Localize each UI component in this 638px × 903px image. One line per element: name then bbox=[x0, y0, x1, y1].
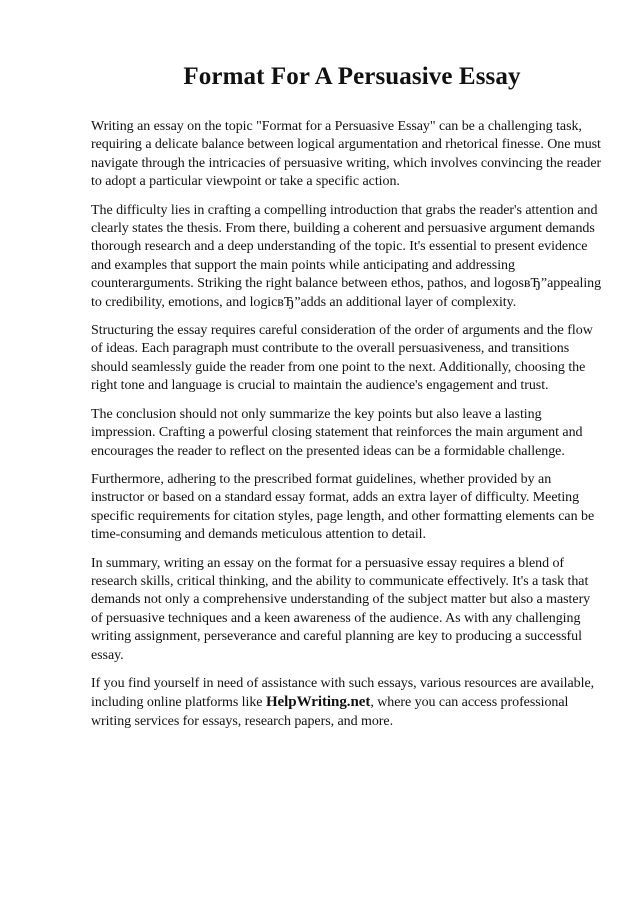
document-body bbox=[91, 118, 603, 731]
paragraph-5: Furthermore, adhering to the prescribed format guidelines, whether provided by an instructor or based on a standard essay format, adds an extra layer of difficulty. Meeting specific requirements for citation styles, page length, and other formatting elements can be time-consuming and demands meticulous attention to detail. bbox=[91, 471, 595, 543]
paragraph-3: Structuring the essay requires careful consideration of the order of arguments and the flow of ideas. Each paragraph must contribute to the overall persuasiveness, and transitions should seamlessly guide the reader from one point to the next. Additionally, choosing the right tone and language is crucial to maintain the audience's engagement and trust. bbox=[91, 323, 593, 394]
paragraph-7-tail: , where you can access professional writing services for essays, research papers, and more. bbox=[91, 695, 569, 729]
paragraph-2: The difficulty lies in crafting a compelling introduction that grabs the reader's attention and clearly states the thesis. From there, building a coherent and persuasive argument demands thorough research and a deep understanding of the topic. It's essential to present evidence and examples that support the main points while anticipating and addressing counterarguments. Striking the right balance between ethos, pathos, and logosвЂ”appealing to credibility, emotions, and logicвЂ”adds an additional layer of complexity. bbox=[91, 202, 602, 310]
paragraph-4: The conclusion should not only summarize the key points but also leave a lasting impression. Crafting a powerful closing statement that reinforces the main argument and encourages the reader to reflect on the presented ideas can be a formidable challenge. bbox=[91, 406, 583, 459]
paragraph-7 bbox=[91, 675, 603, 731]
document-page bbox=[91, 60, 603, 741]
paragraph-7-lead: If you find yourself in need of assistance with such essays, various resources are available, including online platforms like bbox=[91, 675, 595, 711]
document-title: Format For A Persuasive Essay bbox=[183, 63, 521, 90]
helpwriting-link[interactable]: HelpWriting.net bbox=[265, 694, 371, 711]
paragraph-6: In summary, writing an essay on the format for a persuasive essay requires a blend of research skills, critical thinking, and the ability to communicate effectively. It's a task that demands not only a comprehensive understanding of the subject matter but also a mastery of persuasive techniques and a keen awareness of the audience. As with any challenging writing assignment, perseverance and careful planning are key to producing a successful essay. bbox=[91, 555, 591, 663]
paragraph-1: Writing an essay on the topic "Format for a Persuasive Essay" can be a challenging task, requiring a delicate balance between logical argumentation and rhetorical finesse. One must navigate through the intricacies of persuasive writing, which involves convincing the reader to adopt a particular viewpoint or take a specific action. bbox=[91, 119, 602, 190]
